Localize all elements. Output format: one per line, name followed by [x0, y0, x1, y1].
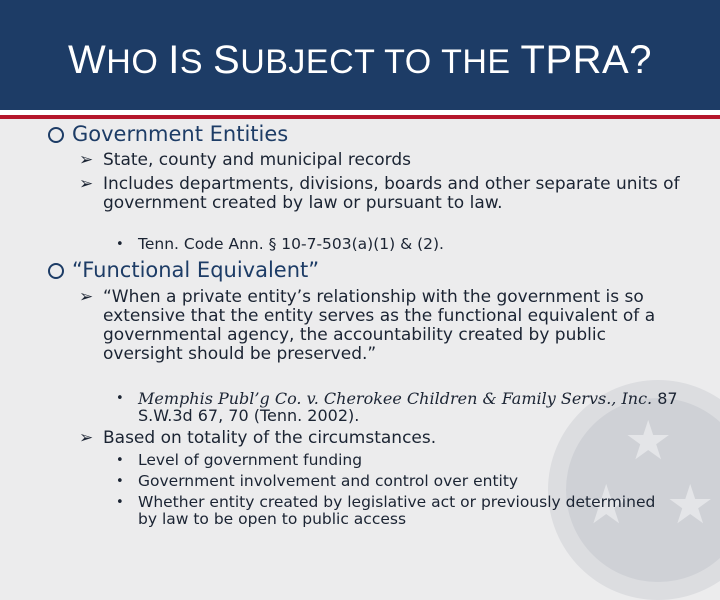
arrow-bullet-icon: ➢: [79, 428, 94, 448]
star-icon: ★: [666, 473, 715, 536]
factor-text: Government involvement and control over entity: [138, 472, 519, 490]
list-item: [116, 235, 678, 253]
title-part: HO: [106, 43, 169, 81]
factor-text: Level of government funding: [138, 451, 363, 469]
case-name: Memphis Publ’g Co. v. Cherokee Children & Family Servs., Inc.: [138, 389, 653, 408]
list-item: [79, 287, 683, 364]
section-heading-text: “Functional Equivalent”: [72, 258, 320, 282]
title-part: W: [68, 38, 107, 82]
quote-text: “When a private entity’s relationship with the government is so extensive that the entity serves as the functional equivalent of a governmental agency, the accountability created by public oversight should be preserved.”: [103, 287, 656, 364]
dot-bullet-icon: •: [116, 453, 124, 468]
subpoint-text: Tenn. Code Ann. § 10-7-503(a)(1) & (2).: [138, 235, 444, 253]
title-part: S: [213, 38, 241, 82]
list-item: [116, 451, 678, 469]
list-item: [116, 493, 678, 528]
list-item: [116, 472, 678, 490]
dot-bullet-icon: •: [116, 237, 124, 252]
point-text: Includes departments, divisions, boards and other separate units of government created by law or pursuant to law.: [103, 174, 680, 213]
circle-bullet-icon: [48, 263, 64, 279]
list-item: [79, 150, 683, 170]
title-part: UBJECT TO THE: [240, 43, 521, 81]
star-icon: ★: [582, 473, 631, 536]
dot-bullet-icon: •: [116, 474, 124, 489]
point-text: Based on totality of the circumstances.: [103, 428, 437, 448]
list-item: [116, 389, 678, 425]
arrow-bullet-icon: ➢: [79, 174, 94, 194]
point-text: State, county and municipal records: [103, 150, 412, 170]
dot-bullet-icon: •: [116, 391, 124, 406]
list-item: [79, 428, 683, 448]
circle-bullet-icon: [48, 127, 64, 143]
arrow-bullet-icon: ➢: [79, 150, 94, 170]
list-item: [79, 174, 683, 213]
section-heading-text: Government Entities: [72, 122, 289, 146]
section-heading: [72, 122, 288, 146]
section-heading: [72, 258, 319, 282]
title-part: TPRA?: [520, 38, 652, 82]
title-part: I: [168, 38, 180, 82]
title-part: S: [179, 43, 213, 81]
star-icon: ★: [624, 409, 673, 472]
citation-text: 87 S.W.3d 67, 70 (Tenn. 2002).: [138, 389, 678, 425]
arrow-bullet-icon: ➢: [79, 287, 94, 307]
dot-bullet-icon: •: [116, 495, 124, 510]
factor-text: Whether entity created by legislative act or previously determined by law to be open to public access: [138, 493, 656, 528]
